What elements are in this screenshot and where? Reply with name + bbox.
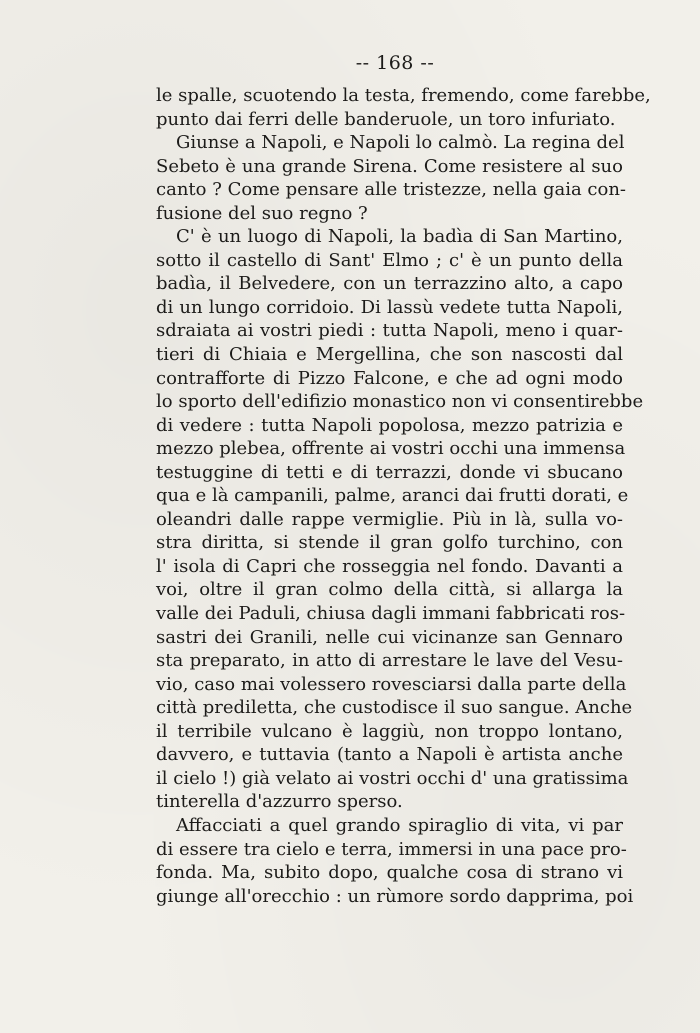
text-line: punto dai ferri delle banderuole, un toro infuriato. xyxy=(156,108,616,130)
text-line: di vedere : tutta Napoli popolosa, mezzo patrizia e xyxy=(156,414,623,436)
page-number: -- 168 -- xyxy=(355,52,435,74)
text-line: sta preparato, in atto di arrestare le lave del Vesu- xyxy=(156,650,623,672)
text-line: tinterella d'azzurro sperso. xyxy=(156,791,403,813)
text-line: l' isola di Capri che rosseggia nel fondo. Davanti a xyxy=(156,555,623,577)
text-line: il cielo !) già velato ai vostri occhi d' una gratissima xyxy=(156,767,629,789)
text-line: mezzo plebea, offrente ai vostri occhi una immensa xyxy=(156,438,626,460)
text-line: lo sporto dell'edifizio monastico non vi consentirebbe xyxy=(156,391,644,413)
text-line: tieri di Chiaia e Mergellina, che son nascosti dal xyxy=(156,344,623,366)
text-line: il terribile vulcano è laggiù, non troppo lontano, xyxy=(156,720,623,742)
text-line: canto ? Come pensare alle tristezze, nella gaia con- xyxy=(156,179,627,201)
text-line: contrafforte di Pizzo Falcone, e che ad ogni modo xyxy=(156,367,623,389)
text-line: stra diritta, si stende il gran golfo turchino, con xyxy=(156,532,623,554)
text-line: sdraiata ai vostri piedi : tutta Napoli, meno i quar- xyxy=(156,320,623,342)
text-line: fusione del suo regno ? xyxy=(156,202,368,224)
text-line: qua e là campanili, palme, aranci dai frutti dorati, e xyxy=(156,485,629,507)
text-line: di un lungo corridoio. Di lassù vedete tutta Napoli, xyxy=(156,296,623,318)
body-text xyxy=(156,84,651,908)
text-line: testuggine di tetti e di terrazzi, donde vi sbucano xyxy=(156,461,623,483)
text-line: Giunse a Napoli, e Napoli lo calmò. La regina del xyxy=(176,132,625,154)
text-line: Affacciati a quel grando spiraglio di vita, vi par xyxy=(176,814,623,836)
text-line: davvero, e tuttavia (tanto a Napoli è artista anche xyxy=(156,744,623,766)
text-line: sotto il castello di Sant' Elmo ; c' è un punto della xyxy=(156,249,623,271)
text-line: giunge all'orecchio : un rùmore sordo dapprima, poi xyxy=(156,885,634,907)
text-line: C' è un luogo di Napoli, la badìa di San Martino, xyxy=(176,226,623,248)
text-line: valle dei Paduli, chiusa dagli immani fabbricati ros- xyxy=(156,603,626,625)
text-line: voi, oltre il gran colmo della città, si allarga la xyxy=(156,579,623,601)
text-line: vio, caso mai volessero rovesciarsi dalla parte della xyxy=(156,673,627,695)
text-line: di essere tra cielo e terra, immersi in una pace pro- xyxy=(156,838,627,860)
text-line: badìa, il Belvedere, con un terrazzino alto, a capo xyxy=(156,273,623,295)
text-line: sastri dei Granili, nelle cui vicinanze san Gennaro xyxy=(156,626,623,648)
text-line: Sebeto è una grande Sirena. Come resistere al suo xyxy=(156,155,623,177)
text-line: oleandri dalle rappe vermiglie. Più in là, sulla vo- xyxy=(156,508,623,530)
text-line: città prediletta, che custodisce il suo sangue. Anche xyxy=(156,697,633,719)
text-line: fonda. Ma, subito dopo, qualche cosa di strano vi xyxy=(156,862,623,884)
text-line: le spalle, scuotendo la testa, fremendo, come farebbe, xyxy=(156,85,651,106)
